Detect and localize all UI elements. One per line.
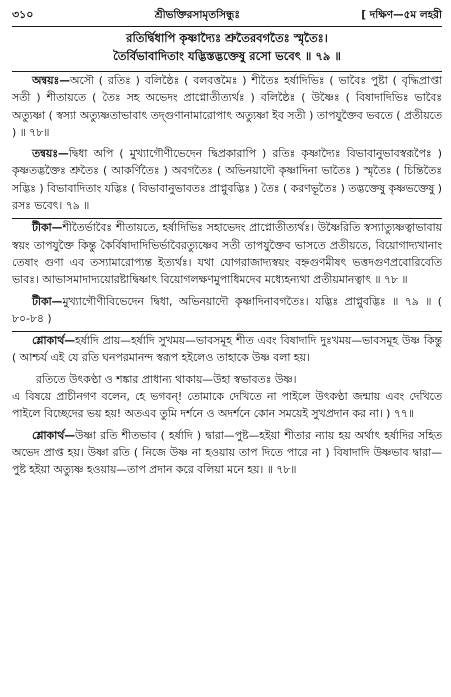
explanation-paragraph-2: এ বিষয়ে প্রাচীনগণ বলেন, হে ভগবন্! তোমাকে দেখিতে না পাইলে উৎকণ্ঠা জন্মায় এবং দেখিতে পাইলে বিচ্ছেদের ভয় হয়! অতএব তুমি দর্শনে ও অদর্শনে কোন সময়েই সুখপ্রদান কর না। ) ৭৭॥ xyxy=(12,390,442,421)
explanation-paragraph-1: রতিতে উৎকণ্ঠা ও শঙ্কার প্রাধান্য থাকায়—উহা স্বভাবতঃ উষ্ণ। xyxy=(36,372,297,386)
tika-label-2: টীকা— xyxy=(32,294,63,308)
page-header xyxy=(12,6,442,26)
shlokartha-label-2: শ্লোকার্থ— xyxy=(32,428,76,442)
header-rule xyxy=(12,26,442,27)
section-tag: [ দক্ষিণ—৫ম লহরী xyxy=(361,9,442,21)
anvaya-paragraph xyxy=(12,72,442,141)
tika-text-1: শীতৈর্ভাবৈঃ শীতায়তে, হর্ষাদিভিঃ সহাভেদং প্রাপ্নোতীত্যর্থঃ। উষ্ণৈরিতি স্বস্যাত্যুষ্ণত্বাভাবায় স্বয়ং তাপযুক্তৈ কিন্তু কৈর্বিষাদাদিভির্ভাবৈরত্যুষ্ণেব সতী তাপযুক্তৈব ভাসতে প্রতীয়তে, বিয়োগাদ্যখানাং তেষাং গুণা এব তস্যামারোপ্যন্ত ইত্যর্থঃ। যথা যোগরাজাদ্যস্বয়ং বহ্নগুণমীষৎ ভত্তদগুণপ্রবোরিবেতি ভাবঃ। আভাসমাদাদ্যয়োরষ্টাদ্বিষ্ণাৎ বিয়োগলক্ষণমুপাধিমদেব মধ্যেহন্যথা প্রতীয়মানত্বাৎ ॥ ৭৮ ॥ xyxy=(12,221,442,287)
page-number: ৩১০ xyxy=(12,8,34,21)
running-title: শ্রীভক্তিরসামৃতসিন্ধুঃ xyxy=(154,9,240,21)
tika-label-1: টীকা— xyxy=(32,221,63,235)
shlokartha-paragraph-2 xyxy=(12,427,442,479)
verse-line-2: তৈর্বিভাবাদিতাং যদ্ভিস্তদ্ভক্তেষু রসো ভবেৎ ॥ ৭৯ ॥ xyxy=(113,49,341,63)
shlokartha-paragraph-1 xyxy=(12,332,442,367)
shlokartha-text-2: উষ্ণা রতি শীতভাব ( হর্ষাদি ) দ্বারা—পুষ্ট—হইয়া শীতার ন্যায় হয় অর্থাৎ হর্ষাদির সহিত অভেদ প্রাপ্ত হয়। উষ্ণা রতি ( নিজে উষ্ণ না হওয়ায় তাপ দিতে পারে না ) বিষাদাদি উষ্ণভাব দ্বারা—পুষ্ট হইয়া অত্যুষ্ণ হওয়ায়—তাপ প্রদান করে বলিয়া মনে হয়। ॥ ৭৮॥ xyxy=(12,428,442,477)
tika-text-2: মুখ্যাগৌণীবিভেদেন দ্বিধা, অভিনয়াদৌ কৃষ্ণাদিনাবগতৈঃ। যদ্ভিঃ প্রাপ্নুবদ্ভিঃ ॥ ৭৯ ॥ ( ৮০-৮৪ ) xyxy=(12,294,442,325)
verse-line-1: রতির্দ্বিধাপি কৃষ্ণাদ্যৈঃ শ্রুতৈরবগতৈঃ স্মৃতৈঃ। xyxy=(126,31,328,45)
tanvaya-text: দ্বিধা অপি ( মুখ্যাগৌণীভেদেন দ্বিপ্রকারাপি ) রতিঃ কৃষ্ণাদ্যৈঃ বিভাবানুভাবস্বরূপৈঃ ) কৃষ্ণতদ্ভক্তৈঃ শ্রুতৈঃ ( আকর্ণিতৈঃ ) অবগতৈঃ ( অভিনয়াদৌ কৃষ্ণাদিনা ভাতৈঃ ) স্মৃতৈঃ ( চিন্তিতৈঃ সদ্ভিঃ ) বিভাবাদিতাং যদ্ভিঃ ( বিভাবানুভাবতঃ প্রাপ্নুবদ্ভিঃ ) তৈঃ ( করণভূতৈঃ ) তদ্ভক্তেষু কৃষ্ণভক্তেষু ) রসঃ ভবেৎ। ৭৯ ॥ xyxy=(12,147,442,213)
anvaya-label: অন্বয়ঃ— xyxy=(32,74,70,87)
tanvaya-paragraph xyxy=(12,145,442,214)
verse-block xyxy=(12,29,442,65)
shlokartha-label-1: শ্লোকার্থ— xyxy=(32,334,76,348)
explanation-block xyxy=(12,371,442,423)
shlokartha-text-1: হর্ষাদি প্রায়—হর্ষাদি সুখময়—ভাবসমূহ শীত এবং বিষাদাদি দুঃখময়—ভাবসমূহ উষ্ণ কিন্তু ( আশ্চর্য এই যে রতি ঘনপরমানন্দ স্বরূপ হইলেও তাহাকে উষ্ণ বলা হয়। xyxy=(12,334,442,365)
anvaya-text: অসৌ ( রতিঃ ) বলিষ্ঠৈঃ ( বলবত্তমৈঃ ) শীতৈঃ হর্ষাদিভিঃ ( ভাবৈঃ পুষ্টা ( বৃদ্ধিপ্রাপ্তা সতী ) শীতায়তে ( তৈঃ সহ অভেদং প্রাপ্নোতীত্যর্থঃ ) বলিষ্ঠৈঃ ( উষ্ণৈঃ ( বিষাদাদিভিঃ ভাবৈঃ অত্যুষ্ণা ( স্বস্যা অত্যুষ্ণতাভাবাৎ তদ্গুণানামারোপাৎ অত্যুষ্ণা ইব সতী ) তাপযুক্তৈব ভবতে ( প্রতীয়তে ) ॥ ৭৮॥ xyxy=(12,74,442,139)
tanvaya-label: তন্বয়ঃ— xyxy=(32,147,69,161)
tika-paragraph-1 xyxy=(12,219,442,288)
tika-paragraph-2 xyxy=(12,293,442,328)
